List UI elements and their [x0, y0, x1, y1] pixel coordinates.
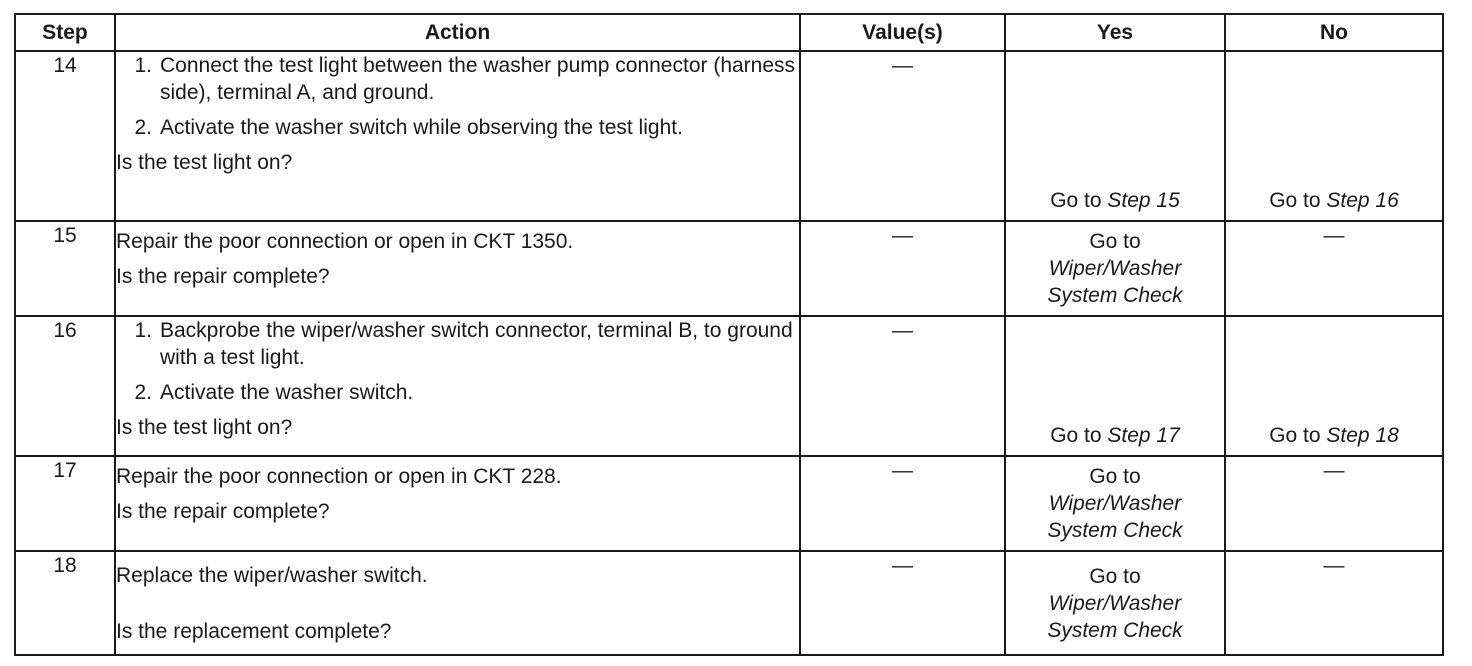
table-row: [15, 551, 1443, 655]
value-cell: —: [800, 221, 1005, 316]
header-row: [15, 14, 1443, 51]
value-cell: —: [800, 551, 1005, 655]
question-text: Is the repair complete?: [116, 500, 330, 523]
item-number: 2.: [134, 116, 152, 139]
item-text: Activate the washer switch.: [160, 381, 414, 404]
item-number: 1.: [134, 319, 152, 342]
table-row: [15, 51, 1443, 221]
yes-cell: [1005, 316, 1225, 456]
question-text: Is the repair complete?: [116, 265, 330, 288]
list-item: [116, 52, 799, 106]
item-text: Activate the washer switch while observing the test light.: [160, 116, 683, 139]
header-action: Action: [115, 14, 800, 51]
header-values: Value(s): [800, 14, 1005, 51]
item-text: Connect the test light between the washer pump connector (harness side), terminal A, and ground.: [160, 54, 796, 104]
yes-line-1: Go to: [1089, 465, 1141, 488]
no-cell: —: [1225, 551, 1443, 655]
yes-line-1: Go to: [1089, 564, 1141, 588]
yes-step-link[interactable]: Step 17: [1107, 424, 1180, 447]
question-text: Is the replacement complete?: [116, 620, 392, 643]
instruction-text: Repair the poor connection or open in CKT 228.: [116, 465, 562, 488]
step-number: 18: [15, 551, 115, 655]
instruction-text: Replace the wiper/washer switch.: [116, 564, 428, 587]
yes-cell: [1005, 51, 1225, 221]
step-number: 17: [15, 456, 115, 551]
yes-prefix: Go to: [1050, 189, 1108, 212]
yes-prefix: Go to: [1050, 424, 1108, 447]
yes-target-line-3[interactable]: System Check: [1047, 519, 1183, 542]
yes-target-line-3[interactable]: System Check: [1047, 618, 1183, 642]
item-text: Backprobe the wiper/washer switch connector, terminal B, to ground with a test light.: [160, 319, 793, 369]
question-text: Is the test light on?: [116, 416, 293, 439]
value-cell: —: [800, 316, 1005, 456]
header-no: No: [1225, 14, 1443, 51]
action-cell: [115, 51, 800, 221]
no-step-link[interactable]: Step 18: [1326, 424, 1399, 447]
question-text: Is the test light on?: [116, 151, 293, 174]
no-prefix: Go to: [1269, 189, 1327, 212]
diagnostic-table: [14, 13, 1444, 656]
header-step: Step: [15, 14, 115, 51]
yes-line-1: Go to: [1089, 230, 1141, 253]
yes-cell[interactable]: [1005, 456, 1225, 551]
yes-cell[interactable]: [1005, 221, 1225, 316]
item-number: 2.: [134, 381, 152, 404]
instruction-text: Repair the poor connection or open in CKT 1350.: [116, 230, 574, 253]
yes-target-line-2[interactable]: Wiper/Washer: [1048, 492, 1182, 515]
step-number: 14: [15, 51, 115, 221]
step-number: 16: [15, 316, 115, 456]
no-cell: [1225, 51, 1443, 221]
yes-target-line-2[interactable]: Wiper/Washer: [1048, 257, 1182, 280]
yes-cell[interactable]: [1005, 551, 1225, 655]
list-item: [116, 379, 799, 406]
no-prefix: Go to: [1269, 424, 1327, 447]
list-item: [116, 114, 799, 141]
table-row: [15, 456, 1443, 551]
table-row: [15, 316, 1443, 456]
no-cell: —: [1225, 221, 1443, 316]
value-cell: —: [800, 51, 1005, 221]
header-yes: Yes: [1005, 14, 1225, 51]
no-cell: [1225, 316, 1443, 456]
no-step-link[interactable]: Step 16: [1326, 189, 1399, 212]
action-cell: [115, 456, 800, 551]
action-cell: [115, 551, 800, 655]
yes-target-line-2[interactable]: Wiper/Washer: [1048, 591, 1182, 615]
list-item: [116, 317, 799, 371]
step-number: 15: [15, 221, 115, 316]
yes-target-line-3[interactable]: System Check: [1047, 284, 1183, 307]
no-cell: —: [1225, 456, 1443, 551]
item-number: 1.: [134, 54, 152, 77]
table-row: [15, 221, 1443, 316]
yes-step-link[interactable]: Step 15: [1107, 189, 1180, 212]
action-cell: [115, 316, 800, 456]
value-cell: —: [800, 456, 1005, 551]
action-cell: [115, 221, 800, 316]
